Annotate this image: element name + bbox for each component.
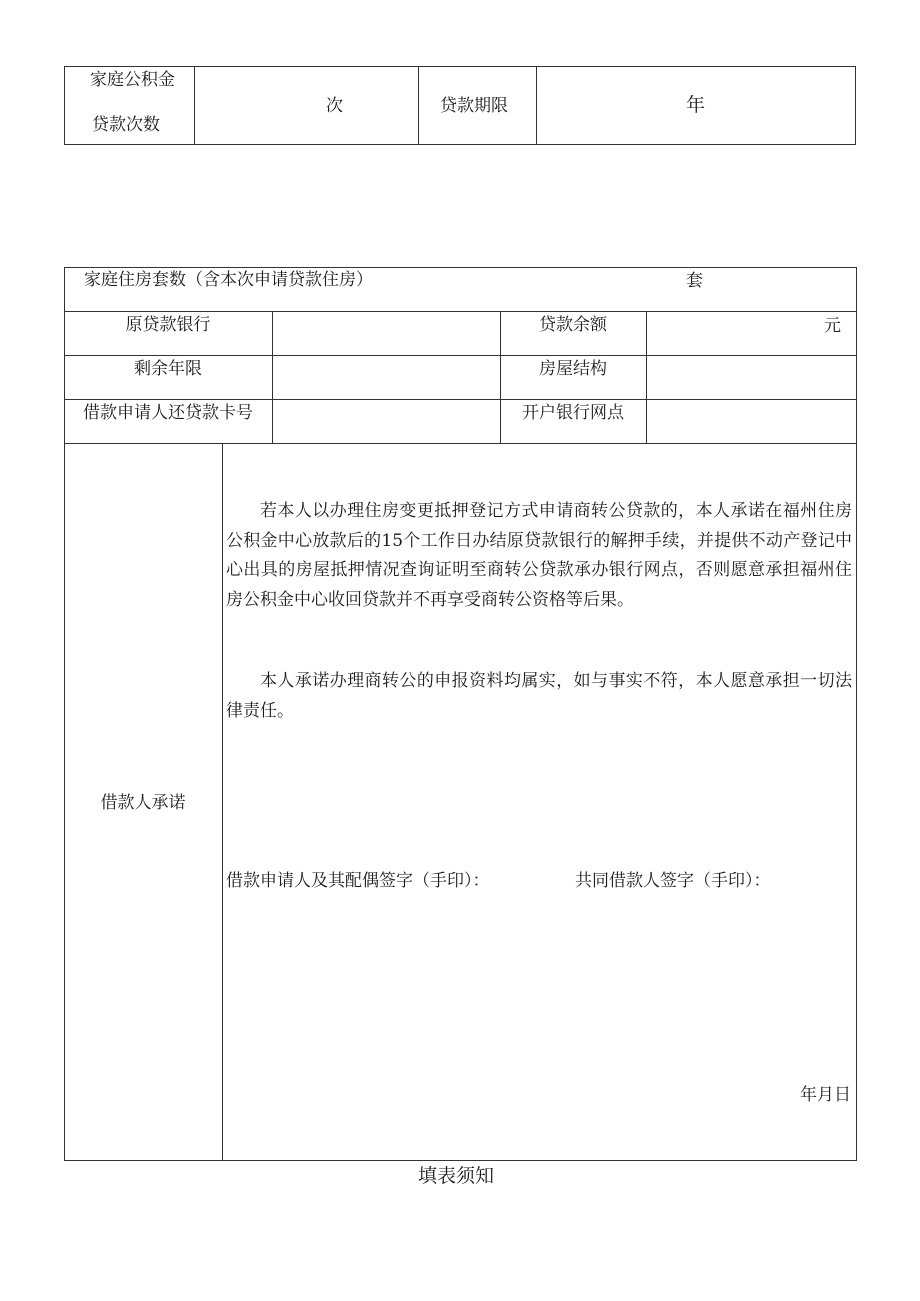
loan-balance-unit: 元 [824,316,841,336]
housing-count-label: 家庭住房套数（含本次申请贷款住房） [84,270,373,290]
table2-row-line-1 [64,311,857,312]
repay-card-label: 借款申请人还贷款卡号 [83,403,253,423]
housing-count-unit: 套 [686,271,703,291]
table1-divider-1 [194,66,195,145]
table1-divider-3 [536,66,537,145]
applicant-signature-label: 借款申请人及其配偶签字（手印）： [226,871,490,891]
co-borrower-signature-label: 共同借款人签字（手印）： [575,871,771,891]
table2-row-line-4 [64,443,857,444]
table2-col-line-1 [272,311,273,443]
commitment-label: 借款人承诺 [100,793,186,813]
form-instructions-title: 填表须知 [418,1165,495,1187]
table2-col-line-3 [646,311,647,443]
loan-count-label-line1: 家庭公积金 [90,70,175,90]
bank-branch-label: 开户银行网点 [522,403,624,423]
commitment-paragraph-2: 本人承诺办理商转公的申报资料均属实，如与事实不符，本人愿意承担一切法律责任。 [226,671,852,721]
loan-balance-label: 贷款余额 [539,315,607,335]
commitment-paragraph-1: 若本人以办理住房变更抵押登记方式申请商转公贷款的，本人承诺在福州住房公积金中心放款后的15个工作日办结原贷款银行的解押手续，并提供不动产登记中心出具的房屋抵押情况查询证明至商转公贷款承办银行网点，否则愿意承担福州住房公积金中心收回贷款并不再享受商转公资格等后果。 [226,501,852,610]
loan-term-label: 贷款期限 [440,96,508,116]
loan-count-label-line2: 贷款次数 [92,115,160,135]
remaining-years-label: 剩余年限 [134,359,202,379]
commitment-label-divider [222,443,223,1161]
year-unit: 年 [686,94,706,116]
orig-bank-label: 原贷款银行 [125,315,211,335]
times-unit: 次 [326,96,343,116]
date-label: 年月日 [800,1085,851,1105]
table2-row-line-3 [64,399,857,400]
table2-row-line-2 [64,355,857,356]
table1-divider-2 [418,66,419,145]
house-structure-label: 房屋结构 [539,359,607,379]
